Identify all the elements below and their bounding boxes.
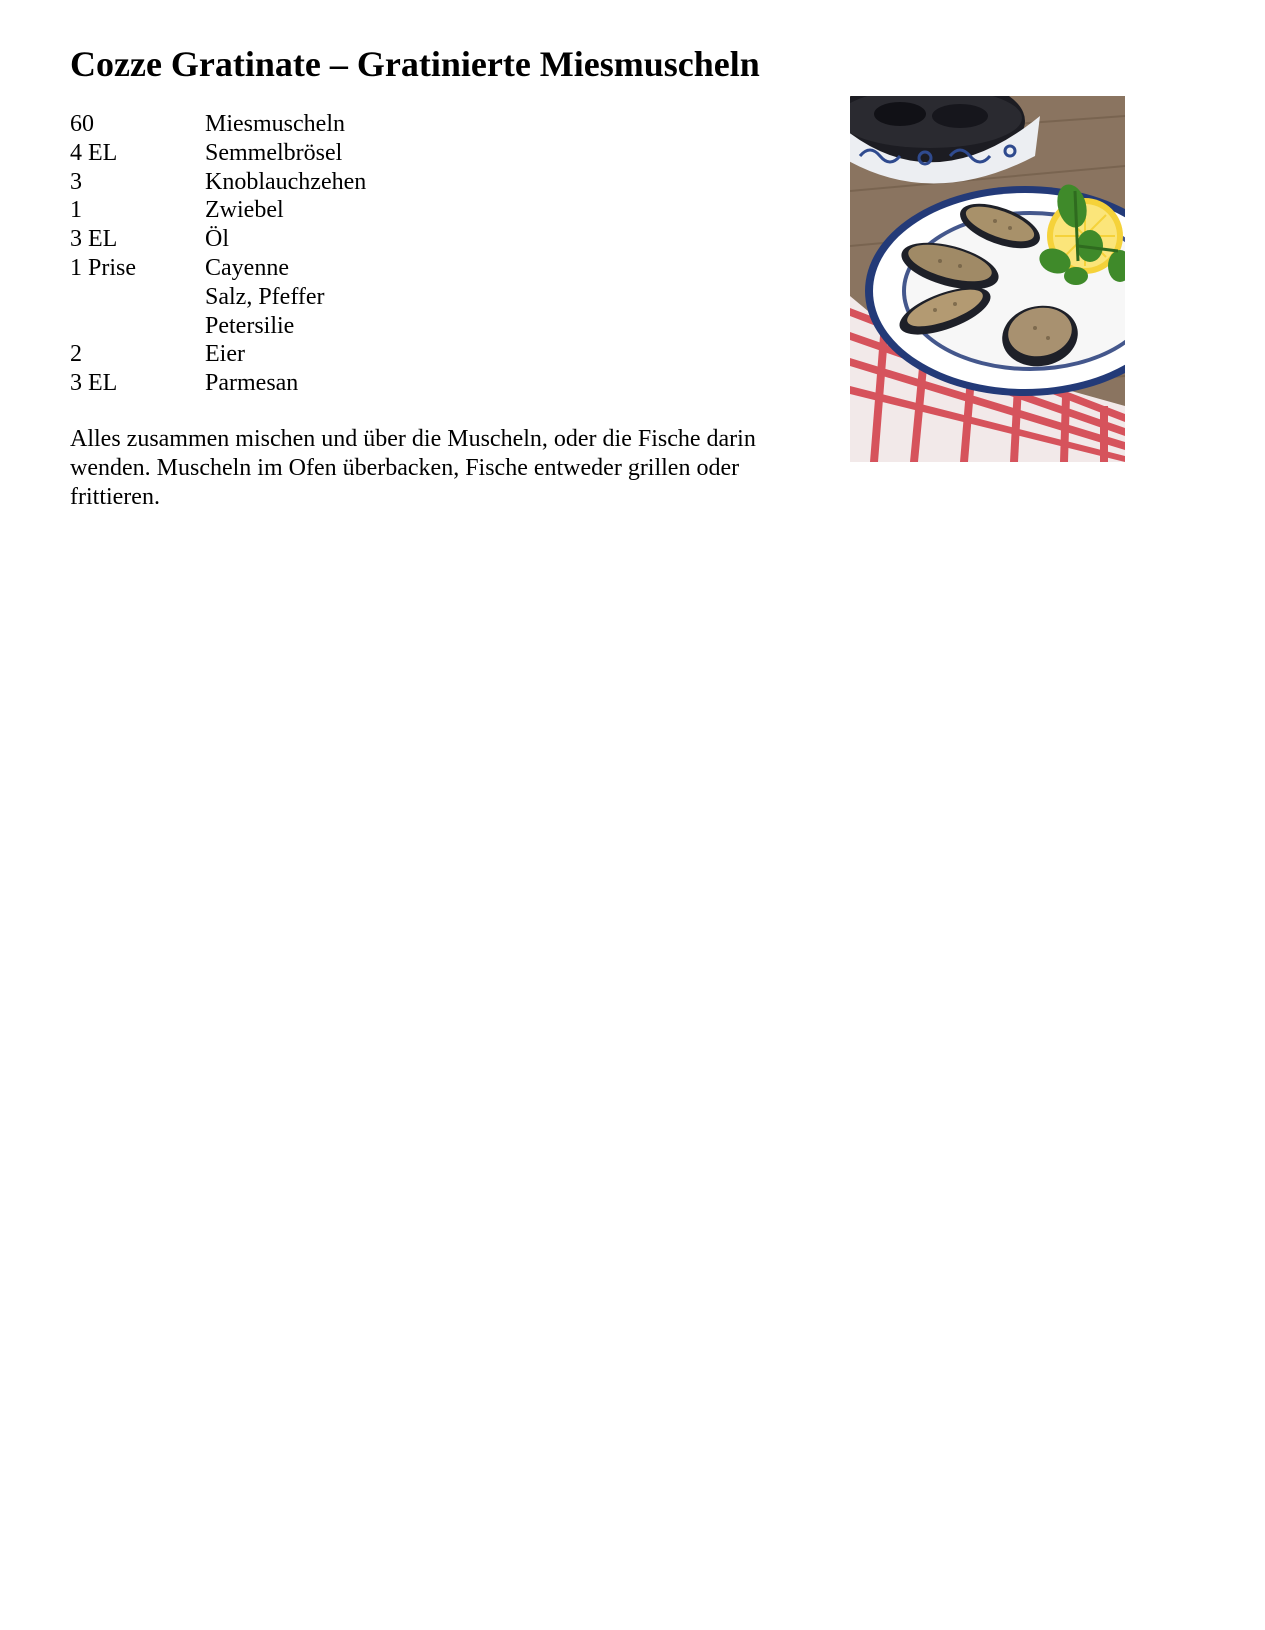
ingredient-row bbox=[70, 139, 710, 168]
ingredient-row bbox=[70, 340, 710, 369]
ingredient-row bbox=[70, 168, 710, 197]
ingredient-name: Petersilie bbox=[205, 312, 295, 339]
ingredient-row bbox=[70, 196, 710, 225]
ingredient-name: Zwiebel bbox=[205, 197, 284, 224]
ingredient-name: Öl bbox=[205, 226, 229, 253]
ingredient-name: Salz, Pfeffer bbox=[205, 283, 325, 310]
ingredient-row bbox=[70, 283, 710, 312]
ingredient-quantity: 1 Prise bbox=[70, 254, 136, 281]
ingredient-name: Knoblauchzehen bbox=[205, 168, 367, 195]
ingredient-quantity: 3 bbox=[70, 168, 82, 195]
ingredient-name: Cayenne bbox=[205, 254, 289, 281]
ingredient-row bbox=[70, 225, 710, 254]
ingredient-row bbox=[70, 254, 710, 283]
ingredient-quantity bbox=[70, 283, 205, 312]
ingredient-name: Miesmuscheln bbox=[205, 111, 345, 137]
ingredient-name: Parmesan bbox=[205, 370, 299, 397]
ingredient-quantity bbox=[70, 312, 205, 341]
ingredient-row bbox=[70, 312, 710, 341]
ingredient-quantity: 60 bbox=[70, 111, 94, 137]
ingredient-quantity: 1 bbox=[70, 197, 82, 224]
ingredient-name: Semmelbrösel bbox=[205, 139, 343, 166]
preparation-instructions: Alles zusammen mischen und über die Muscheln, oder die Fische darin wenden. Muscheln im Ofen überbacken, Fische entweder grillen oder frittieren. bbox=[70, 426, 756, 510]
page-title: Cozze Gratinate – Gratinierte Miesmuscheln bbox=[70, 44, 760, 84]
ingredient-list bbox=[70, 110, 710, 398]
recipe-photo bbox=[850, 96, 1125, 462]
ingredient-quantity: 3 EL bbox=[70, 226, 118, 253]
ingredient-name: Eier bbox=[205, 341, 245, 368]
ingredient-quantity: 4 EL bbox=[70, 139, 118, 166]
ingredient-quantity: 2 bbox=[70, 341, 82, 368]
ingredient-quantity: 3 EL bbox=[70, 370, 118, 397]
ingredient-row bbox=[70, 369, 710, 398]
ingredient-row bbox=[70, 110, 710, 139]
